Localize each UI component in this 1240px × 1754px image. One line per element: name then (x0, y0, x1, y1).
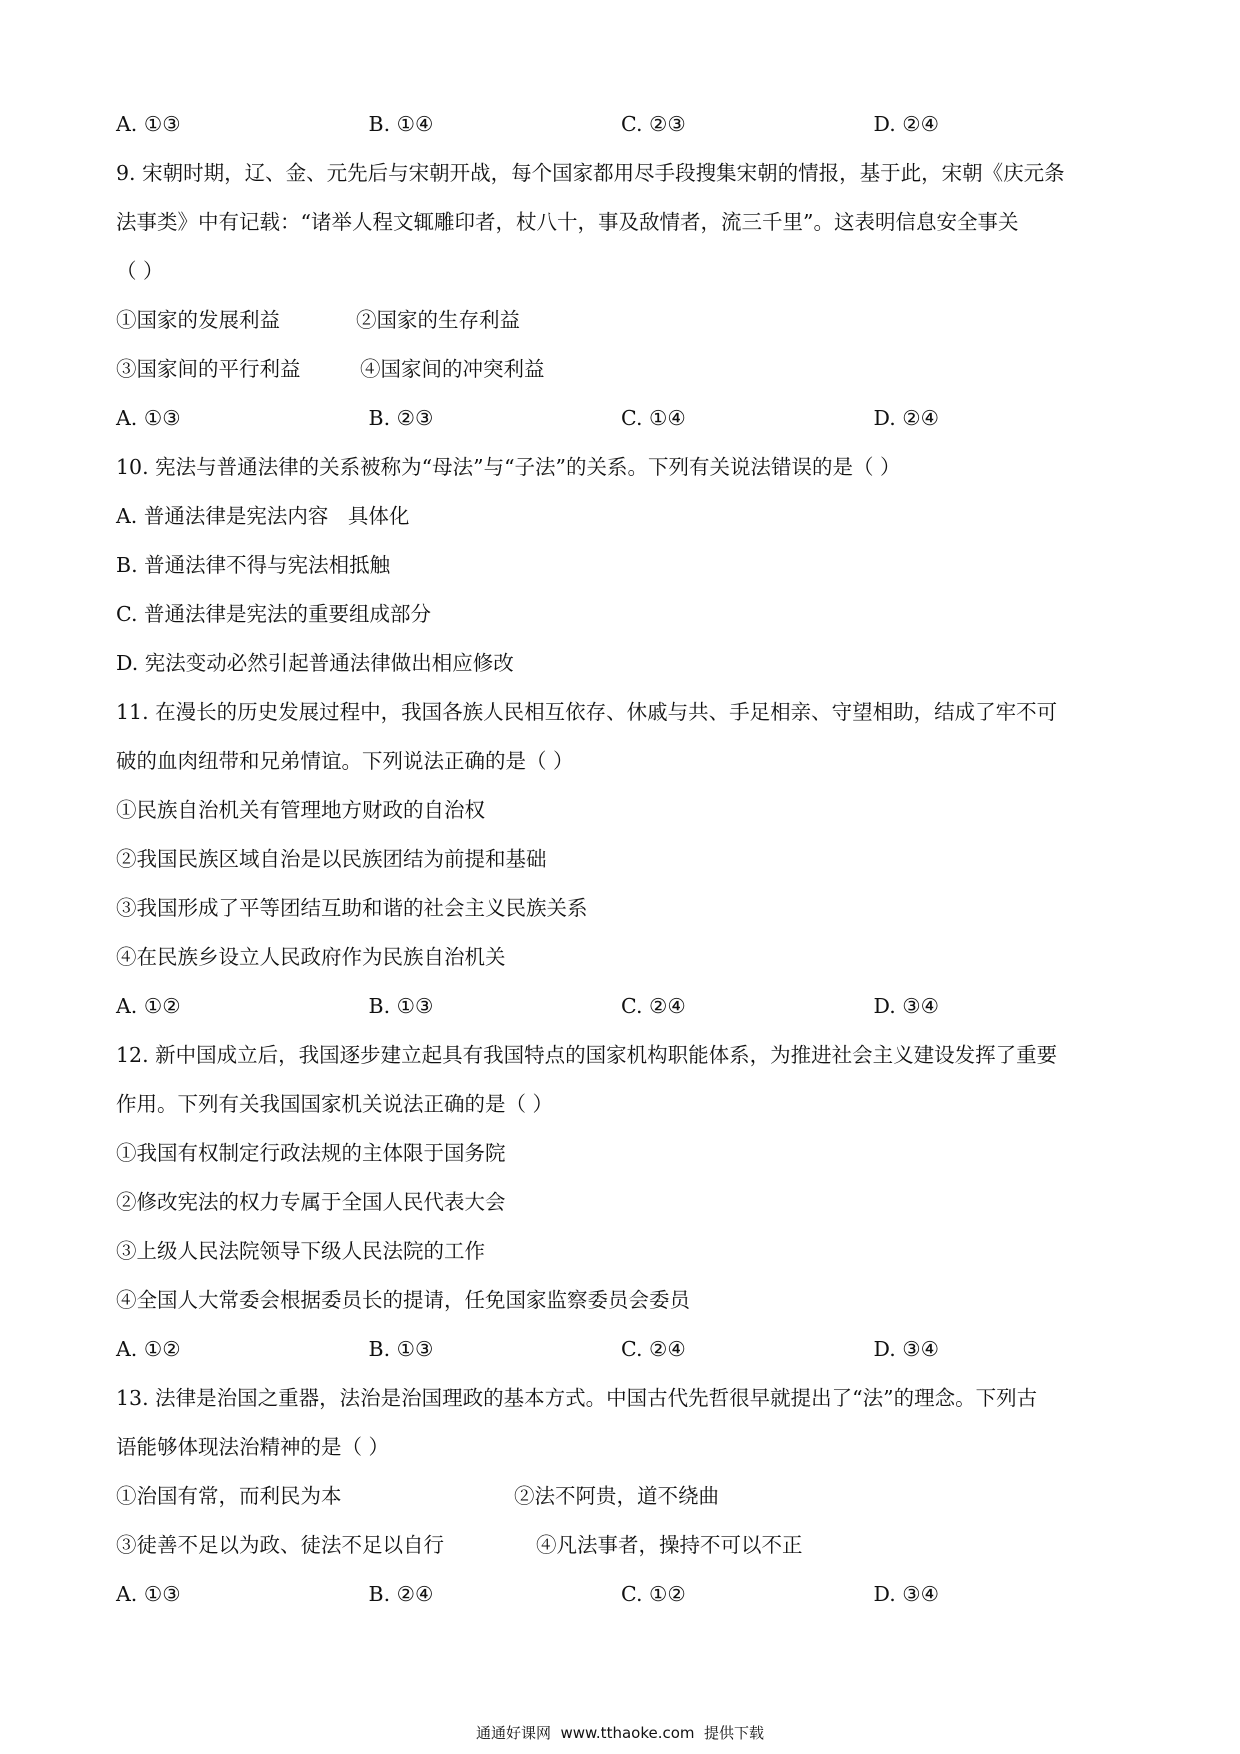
q11-statement-2: ②我国民族区域自治是以民族团结为前提和基础 (116, 847, 547, 871)
option-c: C. ①② (621, 1582, 686, 1606)
q13-statement-1: ①治国有常，而利民为本 (116, 1484, 342, 1508)
q10-option-c: C. 普通法律是宪法的重要组成部分 (116, 602, 431, 626)
option-b: B. ②③ (368, 406, 434, 430)
q13-statements-row2 (116, 1521, 1126, 1570)
q8-options (116, 100, 1126, 149)
q12-statement-1: ①我国有权制定行政法规的主体限于国务院 (116, 1141, 506, 1165)
option-c: C. ②③ (621, 112, 686, 136)
option-c: C. ②④ (621, 994, 686, 1018)
q11-statement-4: ④在民族乡设立人民政府作为民族自治机关 (116, 945, 506, 969)
q12-statement-3: ③上级人民法院领导下级人民法院的工作 (116, 1239, 485, 1263)
q12-stem-line2: 作用。下列有关我国国家机关说法正确的是（ ） (116, 1092, 554, 1116)
q9-statements-row1 (116, 296, 1126, 345)
option-b: B. ①③ (368, 994, 434, 1018)
q11-statement-3: ③我国形成了平等团结互助和谐的社会主义民族关系 (116, 896, 588, 920)
q10-option-a: A. 普通法律是宪法内容 具体化 (116, 504, 410, 528)
q10-stem: 10. 宪法与普通法律的关系被称为“母法”与“子法”的关系。下列有关说法错误的是（ ） (116, 455, 901, 479)
option-c: C. ②④ (621, 1337, 686, 1361)
page-footer-watermark: 通通好课网 www.tthaoke.com 提供下载 (475, 1724, 765, 1742)
option-a: A. ①② (116, 1337, 181, 1361)
option-b: B. ①④ (368, 112, 434, 136)
q13-options (116, 1570, 1126, 1619)
q9-statements-row2 (116, 345, 1126, 394)
q10-option-d: D. 宪法变动必然引起普通法律做出相应修改 (116, 651, 514, 675)
exam-page-content (116, 100, 1126, 1619)
q13-stem-line2: 语能够体现法治精神的是（ ） (116, 1435, 390, 1459)
option-b: B. ②④ (368, 1582, 434, 1606)
q9-stem-line1: 9. 宋朝时期，辽、金、元先后与宋朝开战，每个国家都用尽手段搜集宋朝的情报，基于此，宋朝《庆元条 (116, 161, 1065, 185)
option-a: A. ①③ (116, 406, 181, 430)
option-d: D. ③④ (873, 1337, 939, 1361)
q12-stem-line1: 12. 新中国成立后，我国逐步建立起具有我国特点的国家机构职能体系，为推进社会主义建设发挥了重要 (116, 1043, 1058, 1067)
q9-statement-3: ③国家间的平行利益 (116, 357, 301, 381)
q11-statement-1: ①民族自治机关有管理地方财政的自治权 (116, 798, 485, 822)
option-d: D. ②④ (873, 112, 939, 136)
q13-stem-line1: 13. 法律是治国之重器，法治是治国理政的基本方式。中国古代先哲很早就提出了“法”的理念。下列古 (116, 1386, 1038, 1410)
option-d: D. ③④ (873, 994, 939, 1018)
q9-stem-line3: （ ） (116, 259, 164, 283)
q11-options (116, 982, 1126, 1031)
option-c: C. ①④ (621, 406, 686, 430)
option-a: A. ①③ (116, 112, 181, 136)
q13-statement-4: ④凡法事者，操持不可以不正 (536, 1533, 803, 1557)
q9-statement-4: ④国家间的冲突利益 (360, 357, 545, 381)
q12-statement-4: ④全国人大常委会根据委员长的提请，任免国家监察委员会委员 (116, 1288, 690, 1312)
q13-statements-row1 (116, 1472, 1126, 1521)
q11-stem-line1: 11. 在漫长的历史发展过程中，我国各族人民相互依存、休戚与共、手足相亲、守望相助，结成了牢不可 (116, 700, 1058, 724)
option-d: D. ③④ (873, 1582, 939, 1606)
option-a: A. ①③ (116, 1582, 181, 1606)
q13-statement-2: ②法不阿贵，道不绕曲 (514, 1484, 719, 1508)
option-b: B. ①③ (368, 1337, 434, 1361)
q9-options (116, 394, 1126, 443)
q12-statement-2: ②修改宪法的权力专属于全国人民代表大会 (116, 1190, 506, 1214)
q13-statement-3: ③徒善不足以为政、徒法不足以自行 (116, 1533, 444, 1557)
option-d: D. ②④ (873, 406, 939, 430)
q10-option-b: B. 普通法律不得与宪法相抵触 (116, 553, 391, 577)
q9-stem-line2: 法事类》中有记载：“诸举人程文辄雕印者，杖八十，事及敌情者，流三千里”。这表明信息安全事关 (116, 210, 1019, 234)
q11-stem-line2: 破的血肉纽带和兄弟情谊。下列说法正确的是（ ） (116, 749, 574, 773)
q9-statement-1: ①国家的发展利益 (116, 308, 280, 332)
option-a: A. ①② (116, 994, 181, 1018)
q9-statement-2: ②国家的生存利益 (356, 308, 520, 332)
q12-options (116, 1325, 1126, 1374)
